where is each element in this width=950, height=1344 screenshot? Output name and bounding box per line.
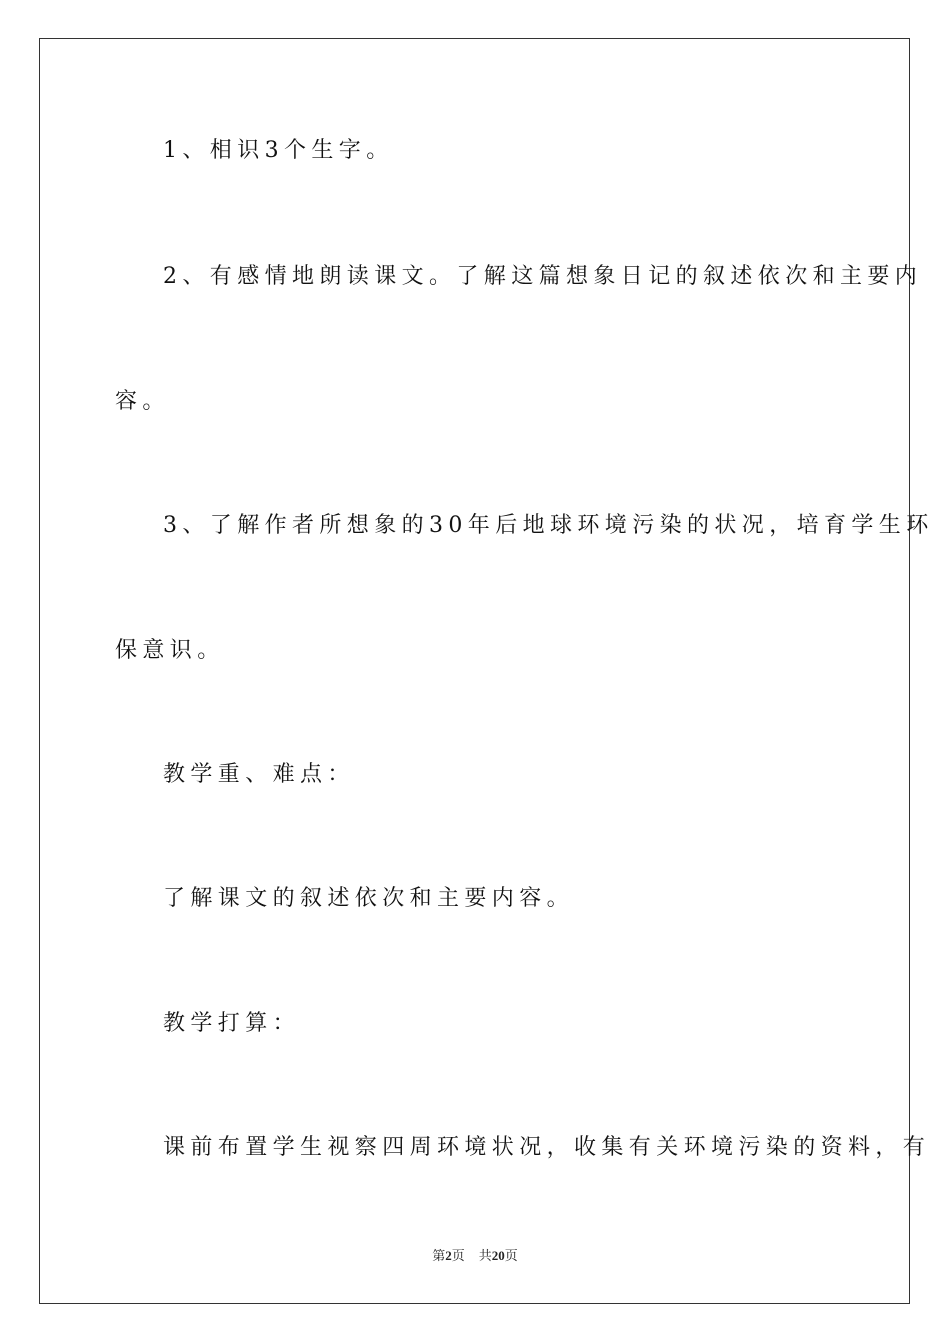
preparation-body: 课前布置学生视察四周环境状况，收集有关环境污染的资料，有 [163,1135,931,1160]
footer-total-suffix: 页 [504,1248,518,1263]
page-footer [0,1248,950,1264]
paragraph-goal-2-line-1: 2、有感情地朗读课文。了解这篇想象日记的叙述依次和主要内 [163,264,923,289]
footer-page-prefix: 第 [432,1248,446,1263]
key-points-body: 了解课文的叙述依次和主要内容。 [163,886,575,911]
key-points-heading: 教学重、难点： [163,762,355,787]
paragraph-goal-3-line-2: 保意识。 [115,638,225,663]
footer-page-number: 2 [445,1248,452,1263]
page-border [39,38,910,1304]
preparation-heading: 教学打算： [163,1011,301,1036]
footer-page-suffix: 页 [451,1248,465,1263]
footer-total-pages: 20 [491,1248,505,1263]
paragraph-goal-3-line-1: 3、了解作者所想象的30年后地球环境污染的状况，培育学生环 [163,513,934,538]
paragraph-goal-2-line-2: 容。 [115,389,170,414]
footer-total-prefix: 共 [478,1248,492,1263]
paragraph-goal-1: 1、相识3个生字。 [163,138,394,163]
